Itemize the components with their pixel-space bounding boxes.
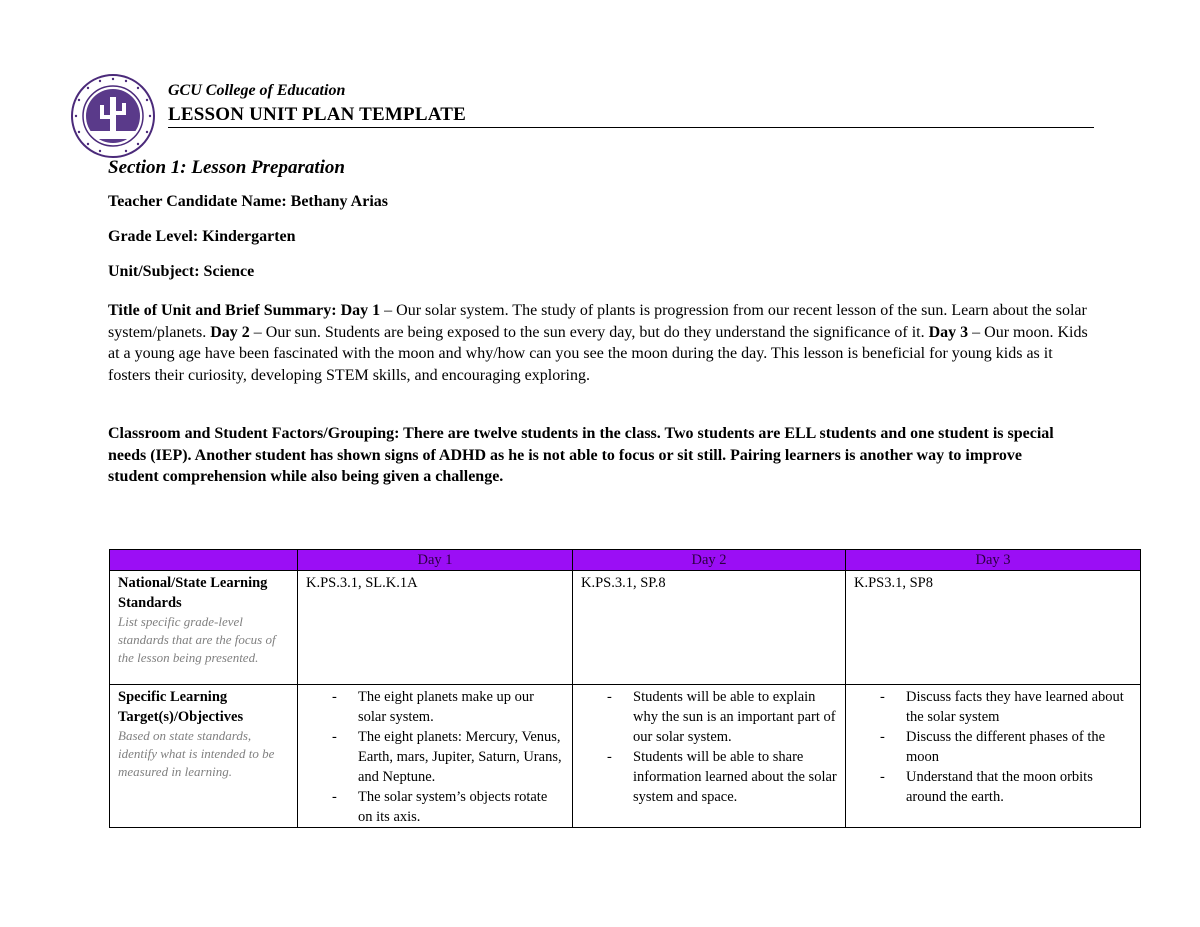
standards-label: National/State Learning Standards (118, 575, 268, 611)
standards-day-1: K.PS.3.1, SL.K.1A (298, 571, 573, 685)
header-blank (110, 550, 298, 571)
teacher-name: Teacher Candidate Name: Bethany Arias (108, 193, 388, 210)
summary-day1-label: Day 1 (340, 302, 381, 319)
unit-subject: Unit/Subject: Science (108, 263, 255, 280)
objectives-row (110, 685, 1141, 828)
list-item: - Understand that the moon orbits around the earth. (880, 767, 1132, 807)
list-item: - Students will be able to explain why the sun is an important part of our solar system. (607, 687, 837, 747)
objectives-label-cell (110, 685, 298, 828)
header-rule (168, 127, 1094, 128)
college-name: GCU College of Education (168, 82, 346, 99)
standards-label-cell (110, 571, 298, 685)
standards-day-3: K.PS3.1, SP8 (846, 571, 1141, 685)
grade-level: Grade Level: Kindergarten (108, 228, 296, 245)
header-day-1: Day 1 (298, 550, 573, 571)
document-title: LESSON UNIT PLAN TEMPLATE (168, 104, 466, 125)
summary-label: Title of Unit and Brief Summary: (108, 302, 337, 319)
table-header-row (110, 550, 1141, 571)
summary-day1-text: – Our solar system. The study of plants is progression from our recent lesson of the sun. Learn about the solar system/planets. (108, 302, 1087, 341)
objectives-day-3 (846, 685, 1141, 828)
header-day-3: Day 3 (846, 550, 1141, 571)
list-item: - Discuss the different phases of the moon (880, 727, 1132, 767)
objectives-label: Specific Learning Target(s)/Objectives (118, 689, 244, 725)
standards-day-2: K.PS.3.1, SP.8 (573, 571, 846, 685)
classroom-factors: Classroom and Student Factors/Grouping: There are twelve students in the class. Two students are ELL students and one student is special needs (IEP). Another student has shown signs of ADHD as he is not able to focus or sit still. Pairing learners is another way to improve student comprehension while also being given a challenge. (108, 425, 1054, 485)
university-seal-icon (70, 73, 156, 159)
list-item: - Discuss facts they have learned about the solar system (880, 687, 1132, 727)
objectives-day-2 (573, 685, 846, 828)
unit-summary (108, 300, 1088, 386)
standards-hint: List specific grade-level standards that are the focus of the lesson being presented. (118, 614, 276, 665)
section-title: Section 1: Lesson Preparation (108, 157, 345, 178)
objectives-day-1 (298, 685, 573, 828)
lesson-plan-table (109, 549, 1141, 828)
list-item: - The eight planets: Mercury, Venus, Earth, mars, Jupiter, Saturn, Urans, and Neptune. (332, 727, 564, 787)
objectives-hint: Based on state standards, identify what is intended to be measured in learning. (118, 728, 275, 779)
standards-row (110, 571, 1141, 685)
list-item: - The solar system’s objects rotate on its axis. (332, 787, 564, 827)
summary-day3-text: – Our moon. Kids at a young age have been fascinated with the moon and why/how can you see the moon during the day. This lesson is beneficial for young kids as it fosters their curiosity, developing STEM skills, and encouraging exploring. (108, 323, 1088, 384)
header-day-2: Day 2 (573, 550, 846, 571)
list-item: - Students will be able to share information learned about the solar system and space. (607, 747, 837, 807)
summary-day2-text: – Our sun. Students are being exposed to the sun every day, but do they understand the significance of it. (253, 323, 925, 341)
list-item: - The eight planets make up our solar system. (332, 687, 564, 727)
summary-day2-label: Day 2 (210, 323, 250, 341)
summary-day3-label: Day 3 (928, 323, 969, 341)
